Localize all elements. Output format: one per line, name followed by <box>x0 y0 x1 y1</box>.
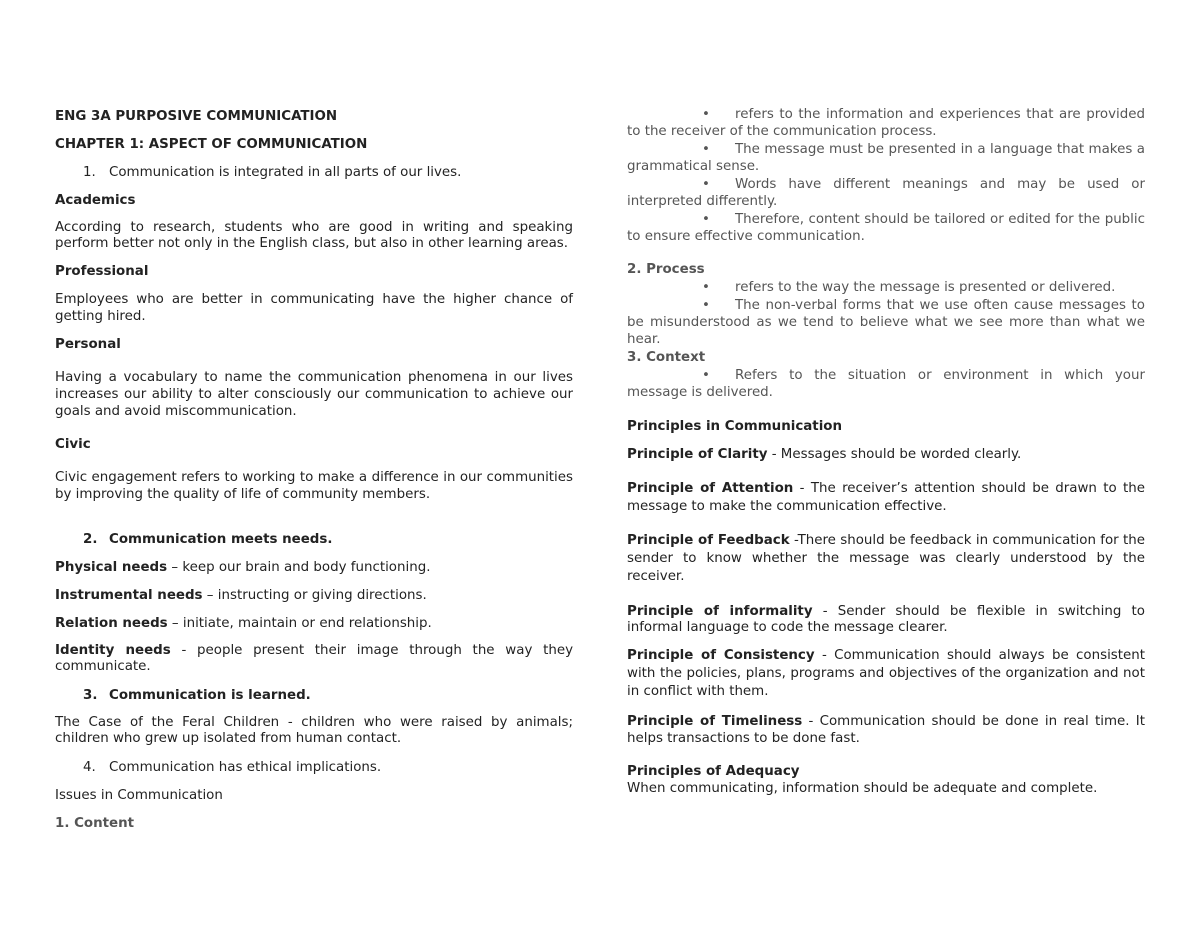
need-physical <box>55 559 573 576</box>
numbered-item-3 <box>55 687 573 704</box>
process-bullet-list <box>627 279 1145 348</box>
bullet-icon: • <box>702 298 710 313</box>
context-heading: 3. Context <box>627 350 706 365</box>
content-bullet-list <box>627 106 1145 245</box>
context-bullet-list <box>627 367 1145 401</box>
numbered-item-1 <box>55 164 573 181</box>
item-text: Communication has ethical implications. <box>109 760 382 775</box>
principle-feedback <box>627 532 1145 586</box>
principle-clarity <box>627 446 1145 463</box>
need-term: Physical needs <box>55 560 168 575</box>
need-identity <box>55 643 573 675</box>
item-number: 1. <box>83 165 96 180</box>
issues-heading: Issues in Communication <box>55 788 223 803</box>
bullet-text: refers to the information and experiences that are provided to the receiver of the communication process. <box>627 107 1145 139</box>
civic-text: Civic engagement refers to working to make a difference in our communities by improving the quality of life of community members. <box>55 470 573 502</box>
personal-text: Having a vocabulary to name the communication phenomena in our lives increases our ability to alter consciously our communication to achieve our goals and avoid miscommunication. <box>55 370 573 419</box>
principle-attention <box>627 480 1145 516</box>
principle-term: Principle of Clarity <box>627 447 768 462</box>
need-term: Identity needs <box>55 643 171 658</box>
personal-heading: Personal <box>55 337 121 352</box>
bullet-icon: • <box>702 368 710 383</box>
need-term: Instrumental needs <box>55 588 203 603</box>
need-term: Relation needs <box>55 616 168 631</box>
list-item <box>627 279 1145 296</box>
list-item <box>627 141 1145 175</box>
numbered-item-2 <box>55 531 573 548</box>
need-desc: – instructing or giving directions. <box>202 588 427 603</box>
process-heading: 2. Process <box>627 262 705 277</box>
principle-desc: -There should be feedback in communication for the sender to know whether the message was clearly understood by the receiver. <box>627 533 1145 584</box>
principle-term: Principle of Attention <box>627 481 794 496</box>
principles-heading: Principles in Communication <box>627 419 843 434</box>
left-column <box>55 105 573 832</box>
principle-term: Principle of Timeliness <box>627 714 803 729</box>
list-item <box>627 106 1145 140</box>
list-item <box>627 367 1145 401</box>
bullet-icon: • <box>702 177 710 192</box>
principle-term: Principle of informality <box>627 604 813 619</box>
adequacy-heading: Principles of Adequacy <box>627 764 800 779</box>
need-desc: – initiate, maintain or end relationship. <box>167 616 432 631</box>
professional-heading: Professional <box>55 264 149 279</box>
item-text: Communication is integrated in all parts of our lives. <box>109 165 462 180</box>
item-number: 3. <box>83 688 98 703</box>
content-heading: 1. Content <box>55 816 135 831</box>
principle-timeliness <box>627 713 1145 747</box>
bullet-text: Words have different meanings and may be used or interpreted differently. <box>627 177 1145 209</box>
feral-children-text: The Case of the Feral Children - children who were raised by animals; children who grew up isolated from human contact. <box>55 715 573 746</box>
list-item <box>627 211 1145 245</box>
bullet-icon: • <box>702 212 710 227</box>
item-text: Communication meets needs. <box>109 532 333 547</box>
principle-term: Principle of Feedback <box>627 533 790 548</box>
need-instrumental <box>55 587 573 604</box>
bullet-icon: • <box>702 280 710 295</box>
professional-text: Employees who are better in communicating have the higher chance of getting hired. <box>55 292 573 324</box>
principle-desc: - Communication should always be consistent with the policies, plans, programs and objectives of the organization and not in conflict with them. <box>627 648 1145 699</box>
need-desc: - people present their image through the way they communicate. <box>55 643 574 674</box>
numbered-item-4 <box>55 759 573 776</box>
item-number: 2. <box>83 532 98 547</box>
bullet-text: Refers to the situation or environment in which your message is delivered. <box>627 368 1145 400</box>
principle-informality <box>627 604 1145 636</box>
academics-heading: Academics <box>55 193 136 208</box>
principle-term: Principle of Consistency <box>627 648 815 663</box>
principle-desc: - Communication should be done in real time. It helps transactions to be done fast. <box>627 714 1145 746</box>
civic-heading: Civic <box>55 437 91 452</box>
bullet-icon: • <box>702 142 710 157</box>
principle-desc: - The receiver’s attention should be drawn to the message to make the communication effective. <box>627 481 1146 514</box>
bullet-text: The non-verbal forms that we use often cause messages to be misunderstood as we tend to believe what we see more than what we hear. <box>627 298 1145 347</box>
adequacy-text: When communicating, information should be adequate and complete. <box>627 781 1098 796</box>
bullet-text: Therefore, content should be tailored or edited for the public to ensure effective communication. <box>627 212 1145 244</box>
need-desc: – keep our brain and body functioning. <box>167 560 431 575</box>
right-column <box>627 105 1145 797</box>
bullet-icon: • <box>702 107 710 122</box>
course-title: ENG 3A PURPOSIVE COMMUNICATION <box>55 109 338 124</box>
bullet-text: The message must be presented in a language that makes a grammatical sense. <box>627 142 1145 174</box>
bullet-text: refers to the way the message is presented or delivered. <box>735 280 1116 295</box>
principle-desc: - Sender should be flexible in switching to informal language to code the message clearer. <box>627 604 1145 635</box>
chapter-title: CHAPTER 1: ASPECT OF COMMUNICATION <box>55 137 368 152</box>
principle-consistency <box>627 647 1145 701</box>
list-item <box>627 297 1145 348</box>
item-text: Communication is learned. <box>109 688 311 703</box>
principle-desc: - Messages should be worded clearly. <box>767 447 1022 462</box>
item-number: 4. <box>83 760 96 775</box>
academics-text: According to research, students who are good in writing and speaking perform better not only in the English class, but also in other learning areas. <box>55 220 573 251</box>
need-relation <box>55 615 573 632</box>
list-item <box>627 176 1145 210</box>
